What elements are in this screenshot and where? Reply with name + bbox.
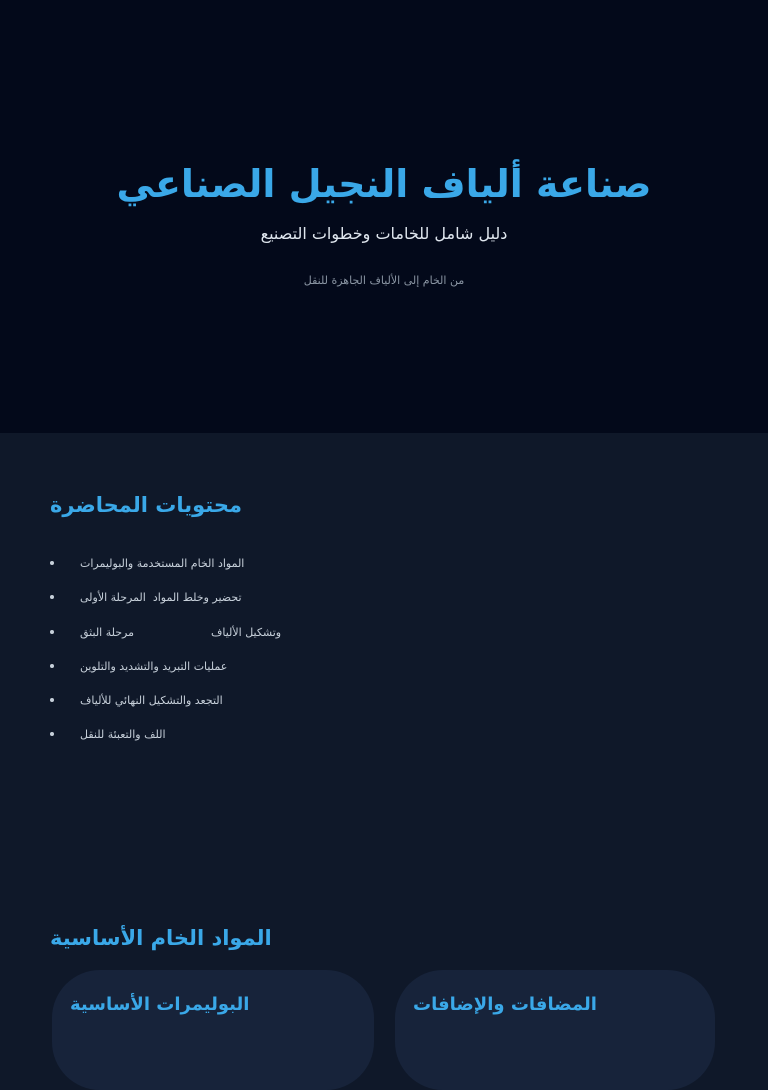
bullet-icon [50, 732, 54, 736]
card-additives [395, 970, 715, 1090]
list-item-text: عمليات التبريد والتشديد والتلوين [80, 659, 228, 673]
list-item-text: المواد الخام المستخدمة والبوليمرات [80, 557, 245, 570]
card-title: المضافات والإضافات [413, 994, 597, 1015]
list-item-text: اللف والتعبئة للنقل [80, 728, 166, 742]
bullet-icon [50, 664, 54, 668]
list-item-text: تحضير وخلط المواد المرحلة الأولى [80, 591, 242, 605]
list-item-text: وتشكيل الألياف مرحلة البثق [80, 625, 282, 639]
hero-section [0, 0, 768, 433]
hero-subtitle: دليل شامل للخامات وخطوات التصنيع [260, 224, 508, 243]
list-item-text: التجعد والتشكيل النهائي للألياف [80, 694, 223, 708]
hero-title: صناعة ألياف النجيل الصناعي [116, 162, 652, 206]
card-base-polymers [52, 970, 374, 1090]
materials-title: المواد الخام الأساسية [50, 926, 272, 950]
bullet-icon [50, 595, 54, 599]
bullet-icon [50, 698, 54, 702]
contents-title: محتويات المحاضرة [50, 493, 242, 517]
card-title: البوليمرات الأساسية [70, 994, 250, 1015]
bullet-icon [50, 630, 54, 634]
bullet-icon [50, 561, 54, 565]
hero-tagline: من الخام إلى الألياف الجاهزة للنقل [303, 274, 465, 287]
